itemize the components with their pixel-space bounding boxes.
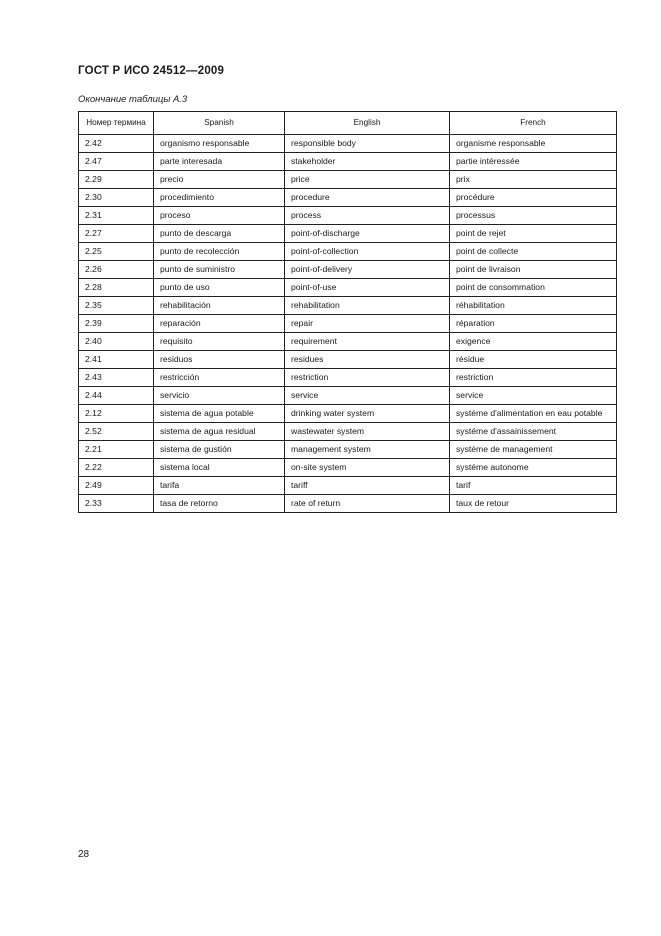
english-cell: process — [285, 207, 450, 225]
english-cell: point-of-collection — [285, 243, 450, 261]
table-row — [79, 423, 617, 441]
french-cell: systéme d'alimentation en eau potable — [450, 405, 617, 423]
term-number-cell: 2.27 — [79, 225, 154, 243]
spanish-cell: precio — [154, 171, 285, 189]
table-row — [79, 279, 617, 297]
column-header-english: English — [285, 112, 450, 135]
term-number-cell: 2.42 — [79, 135, 154, 153]
spanish-cell: sistema de agua residual — [154, 423, 285, 441]
term-number-cell: 2.41 — [79, 351, 154, 369]
term-number-cell: 2.49 — [79, 477, 154, 495]
term-number-cell: 2.26 — [79, 261, 154, 279]
french-cell: point de collecte — [450, 243, 617, 261]
english-cell: point-of-discharge — [285, 225, 450, 243]
spanish-cell: punto de recolección — [154, 243, 285, 261]
english-cell: repair — [285, 315, 450, 333]
term-number-cell: 2.44 — [79, 387, 154, 405]
term-number-cell: 2.28 — [79, 279, 154, 297]
english-cell: point-of-use — [285, 279, 450, 297]
column-header-term-number: Номер термина — [79, 112, 154, 135]
term-number-cell: 2.43 — [79, 369, 154, 387]
french-cell: partie intéressée — [450, 153, 617, 171]
spanish-cell: parte interesada — [154, 153, 285, 171]
french-cell: point de livraison — [450, 261, 617, 279]
spanish-cell: reparación — [154, 315, 285, 333]
spanish-cell: procedimiento — [154, 189, 285, 207]
english-cell: procedure — [285, 189, 450, 207]
english-cell: price — [285, 171, 450, 189]
table-row — [79, 477, 617, 495]
term-number-cell: 2.39 — [79, 315, 154, 333]
english-cell: management system — [285, 441, 450, 459]
spanish-cell: sistema local — [154, 459, 285, 477]
table-body — [79, 135, 617, 513]
table-row — [79, 333, 617, 351]
english-cell: responsible body — [285, 135, 450, 153]
english-cell: rate of return — [285, 495, 450, 513]
english-cell: wastewater system — [285, 423, 450, 441]
table-row — [79, 441, 617, 459]
spanish-cell: tarifa — [154, 477, 285, 495]
column-header-spanish: Spanish — [154, 112, 285, 135]
document-title: ГОСТ Р ИСО 24512—2009 — [78, 65, 225, 77]
term-number-cell: 2.31 — [79, 207, 154, 225]
table-row — [79, 135, 617, 153]
spanish-cell: restricción — [154, 369, 285, 387]
spanish-cell: servicio — [154, 387, 285, 405]
table-caption: Окончание таблицы А.3 — [78, 94, 188, 105]
term-number-cell: 2.33 — [79, 495, 154, 513]
term-number-cell: 2.30 — [79, 189, 154, 207]
english-cell: service — [285, 387, 450, 405]
english-cell: drinking water system — [285, 405, 450, 423]
french-cell: systéme autonome — [450, 459, 617, 477]
english-cell: point-of-delivery — [285, 261, 450, 279]
english-cell: residues — [285, 351, 450, 369]
table-row — [79, 369, 617, 387]
table-row — [79, 495, 617, 513]
french-cell: résidue — [450, 351, 617, 369]
spanish-cell: requisito — [154, 333, 285, 351]
english-cell: stakeholder — [285, 153, 450, 171]
table-row — [79, 297, 617, 315]
french-cell: procédure — [450, 189, 617, 207]
spanish-cell: punto de uso — [154, 279, 285, 297]
french-cell: organisme responsable — [450, 135, 617, 153]
spanish-cell: residuos — [154, 351, 285, 369]
spanish-cell: punto de suministro — [154, 261, 285, 279]
terms-table — [78, 111, 617, 513]
english-cell: rehabilitation — [285, 297, 450, 315]
term-number-cell: 2.12 — [79, 405, 154, 423]
term-number-cell: 2.29 — [79, 171, 154, 189]
english-cell: requirement — [285, 333, 450, 351]
table-row — [79, 153, 617, 171]
term-number-cell: 2.21 — [79, 441, 154, 459]
term-number-cell: 2.22 — [79, 459, 154, 477]
table-row — [79, 351, 617, 369]
term-number-cell: 2.40 — [79, 333, 154, 351]
french-cell: point de consommation — [450, 279, 617, 297]
table-row — [79, 225, 617, 243]
table-header-row — [79, 112, 617, 135]
spanish-cell: sistema de agua potable — [154, 405, 285, 423]
french-cell: restriction — [450, 369, 617, 387]
column-header-french: French — [450, 112, 617, 135]
spanish-cell: punto de descarga — [154, 225, 285, 243]
table-row — [79, 207, 617, 225]
english-cell: restriction — [285, 369, 450, 387]
english-cell: tariff — [285, 477, 450, 495]
term-number-cell: 2.47 — [79, 153, 154, 171]
term-number-cell: 2.52 — [79, 423, 154, 441]
french-cell: prix — [450, 171, 617, 189]
term-number-cell: 2.25 — [79, 243, 154, 261]
french-cell: systéme de management — [450, 441, 617, 459]
table-row — [79, 459, 617, 477]
page-number: 28 — [78, 849, 90, 860]
spanish-cell: rehabilitación — [154, 297, 285, 315]
french-cell: tarif — [450, 477, 617, 495]
french-cell: réhabilitation — [450, 297, 617, 315]
french-cell: service — [450, 387, 617, 405]
spanish-cell: sistema de gustión — [154, 441, 285, 459]
table-row — [79, 261, 617, 279]
spanish-cell: proceso — [154, 207, 285, 225]
table-row — [79, 189, 617, 207]
french-cell: réparation — [450, 315, 617, 333]
table-row — [79, 243, 617, 261]
english-cell: on-site system — [285, 459, 450, 477]
table-row — [79, 315, 617, 333]
french-cell: systéme d'assainissement — [450, 423, 617, 441]
french-cell: processus — [450, 207, 617, 225]
french-cell: taux de retour — [450, 495, 617, 513]
table-row — [79, 387, 617, 405]
french-cell: point de rejet — [450, 225, 617, 243]
table-row — [79, 171, 617, 189]
term-number-cell: 2.35 — [79, 297, 154, 315]
spanish-cell: tasa de retorno — [154, 495, 285, 513]
spanish-cell: organismo responsable — [154, 135, 285, 153]
table-row — [79, 405, 617, 423]
french-cell: exigence — [450, 333, 617, 351]
